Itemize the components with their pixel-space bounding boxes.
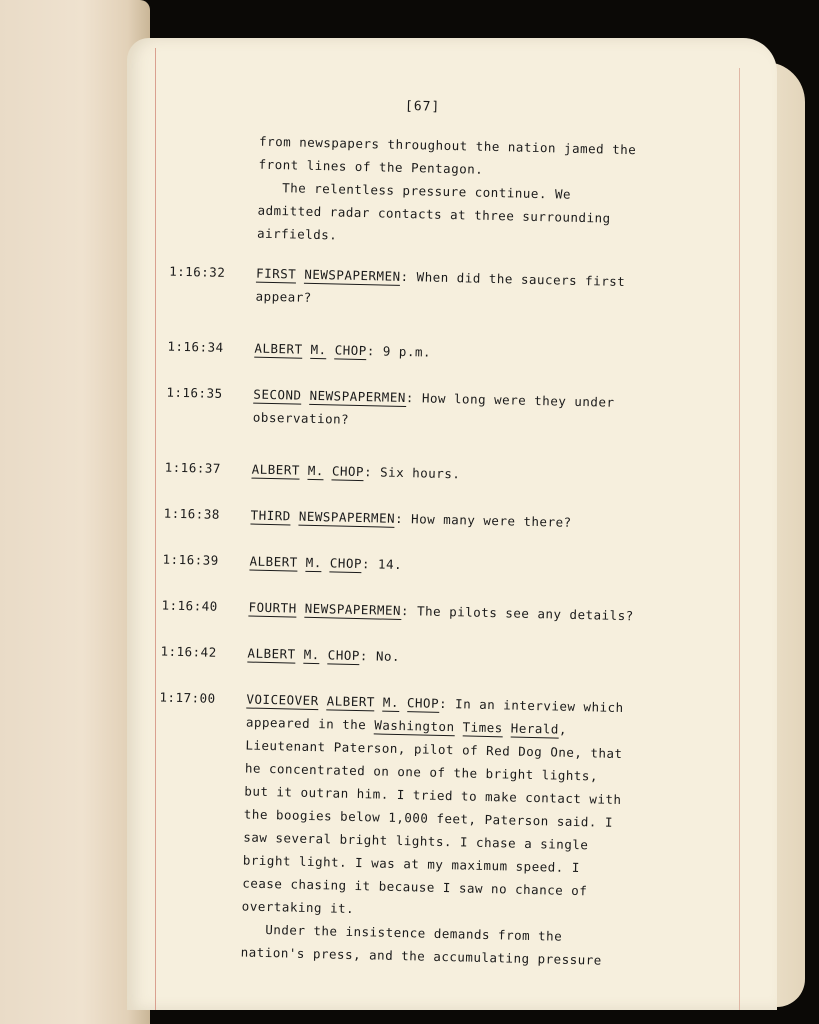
dialogue-line: [249, 554, 402, 572]
voiceover-text: In an interview which: [454, 696, 624, 716]
speaker-name-word: ALBERT: [254, 340, 303, 357]
speaker-name-word: FOURTH: [248, 599, 297, 616]
dialogue-text: How many were there?: [410, 511, 572, 530]
speaker-name-word: VOICEOVER: [246, 691, 319, 709]
intro-line: from newspapers throughout the nation jamed the: [258, 133, 637, 158]
dialogue-continuation: appear?: [255, 288, 312, 305]
colon: :: [405, 390, 423, 406]
speaker-name-word: SECOND: [253, 386, 302, 403]
space: [503, 720, 511, 735]
timestamp: 1:16:32: [168, 263, 226, 280]
speaker-name-word: NEWSPAPERMEN: [298, 508, 396, 526]
voiceover-line: Under the insistence demands from the: [241, 921, 563, 944]
dialogue-line: [253, 387, 614, 410]
voiceover-line: the boogies below 1,000 feet, Paterson said. I: [243, 806, 614, 830]
voiceover-line: he concentrated on one of the bright lights,: [244, 760, 599, 784]
voiceover-line: overtaking it.: [241, 898, 355, 917]
dialogue-text: The pilots see any details?: [416, 603, 634, 624]
line-suffix: ,: [558, 721, 568, 737]
page-number: [67]: [404, 98, 441, 115]
speaker-name-word: ALBERT: [247, 645, 296, 662]
speaker-name-word: CHOP: [329, 555, 363, 572]
colon: :: [359, 648, 377, 664]
speaker-name-word: NEWSPAPERMEN: [304, 600, 402, 618]
colon: :: [363, 464, 381, 480]
speaker-name-word: THIRD: [250, 507, 291, 524]
voiceover-line: saw several bright lights. I chase a single: [243, 829, 589, 853]
dialogue-text: Six hours.: [379, 464, 461, 482]
speaker-name-word: ALBERT: [251, 461, 301, 478]
dialogue-line: [250, 508, 571, 530]
speaker-name-word: M.: [382, 694, 400, 710]
colon: :: [438, 695, 456, 712]
colon: :: [400, 602, 418, 619]
line-prefix: appeared in the: [245, 714, 367, 733]
voiceover-line: cease chasing it because I saw no chance of: [242, 875, 588, 899]
newspaper-name-word: Washington: [374, 717, 455, 735]
speaker-name-word: ALBERT: [326, 693, 376, 710]
dialogue-continuation: observation?: [252, 409, 350, 427]
page-content: [115, 31, 787, 1017]
dialogue-text: No.: [375, 648, 401, 664]
speaker-name-word: FIRST: [255, 265, 297, 282]
voiceover-line: bright light. I was at my maximum speed. I: [242, 852, 580, 876]
colon: :: [400, 268, 417, 285]
speaker-name-word: CHOP: [334, 342, 367, 359]
speaker-name-word: M.: [303, 646, 320, 663]
intro-line: front lines of the Pentagon.: [258, 156, 484, 177]
newspaper-name-word: Times: [462, 719, 503, 736]
intro-line: The relentless pressure continue. We: [257, 179, 572, 202]
voiceover-line: Lieutenant Paterson, pilot of Red Dog One, that: [245, 737, 623, 762]
voiceover-line: but it outran him. I tried to make contact with: [244, 783, 622, 808]
speaker-name-word: CHOP: [331, 463, 365, 480]
timestamp: 1:16:34: [167, 338, 224, 355]
colon: :: [366, 343, 384, 359]
timestamp: 1:16:39: [162, 551, 219, 568]
dialogue-line: [248, 600, 634, 624]
newspaper-name-word: Herald: [510, 720, 560, 737]
speaker-name-word: M.: [310, 341, 327, 358]
dialogue-text: 9 p.m.: [382, 343, 432, 360]
speaker-name-word: CHOP: [406, 695, 440, 711]
timestamp: 1:16:38: [163, 505, 221, 522]
intro-line: admitted radar contacts at three surrounding: [257, 202, 611, 226]
dialogue-line: [254, 341, 431, 360]
colon: :: [361, 556, 379, 572]
dialogue-text: 14.: [377, 556, 403, 573]
speaker-name-word: M.: [305, 554, 323, 571]
dialogue-line: [252, 462, 461, 482]
voiceover-line: [246, 692, 624, 716]
space: [454, 719, 462, 734]
speaker-name-word: CHOP: [327, 647, 361, 664]
speaker-name-word: NEWSPAPERMEN: [304, 266, 401, 284]
document-page: [127, 38, 777, 1010]
speaker-name-word: NEWSPAPERMEN: [309, 387, 407, 406]
dialogue-text: How long were they under: [421, 390, 615, 410]
timestamp: 1:17:00: [159, 689, 216, 706]
dialogue-line: [247, 646, 400, 664]
speaker-name-word: ALBERT: [249, 553, 298, 570]
dialogue-text: When did the saucers first: [416, 269, 626, 289]
timestamp: 1:16:35: [166, 384, 223, 401]
voiceover-line: nation's press, and the accumulating pressure: [240, 944, 602, 968]
voiceover-line: [246, 715, 567, 737]
space: [399, 695, 407, 710]
timestamp: 1:16:37: [164, 459, 222, 476]
intro-line: airfields.: [256, 225, 338, 243]
speaker-name-word: M.: [307, 462, 325, 479]
dialogue-line: [256, 266, 625, 289]
colon: :: [394, 510, 412, 527]
timestamp: 1:16:40: [161, 597, 218, 614]
timestamp: 1:16:42: [160, 643, 217, 660]
